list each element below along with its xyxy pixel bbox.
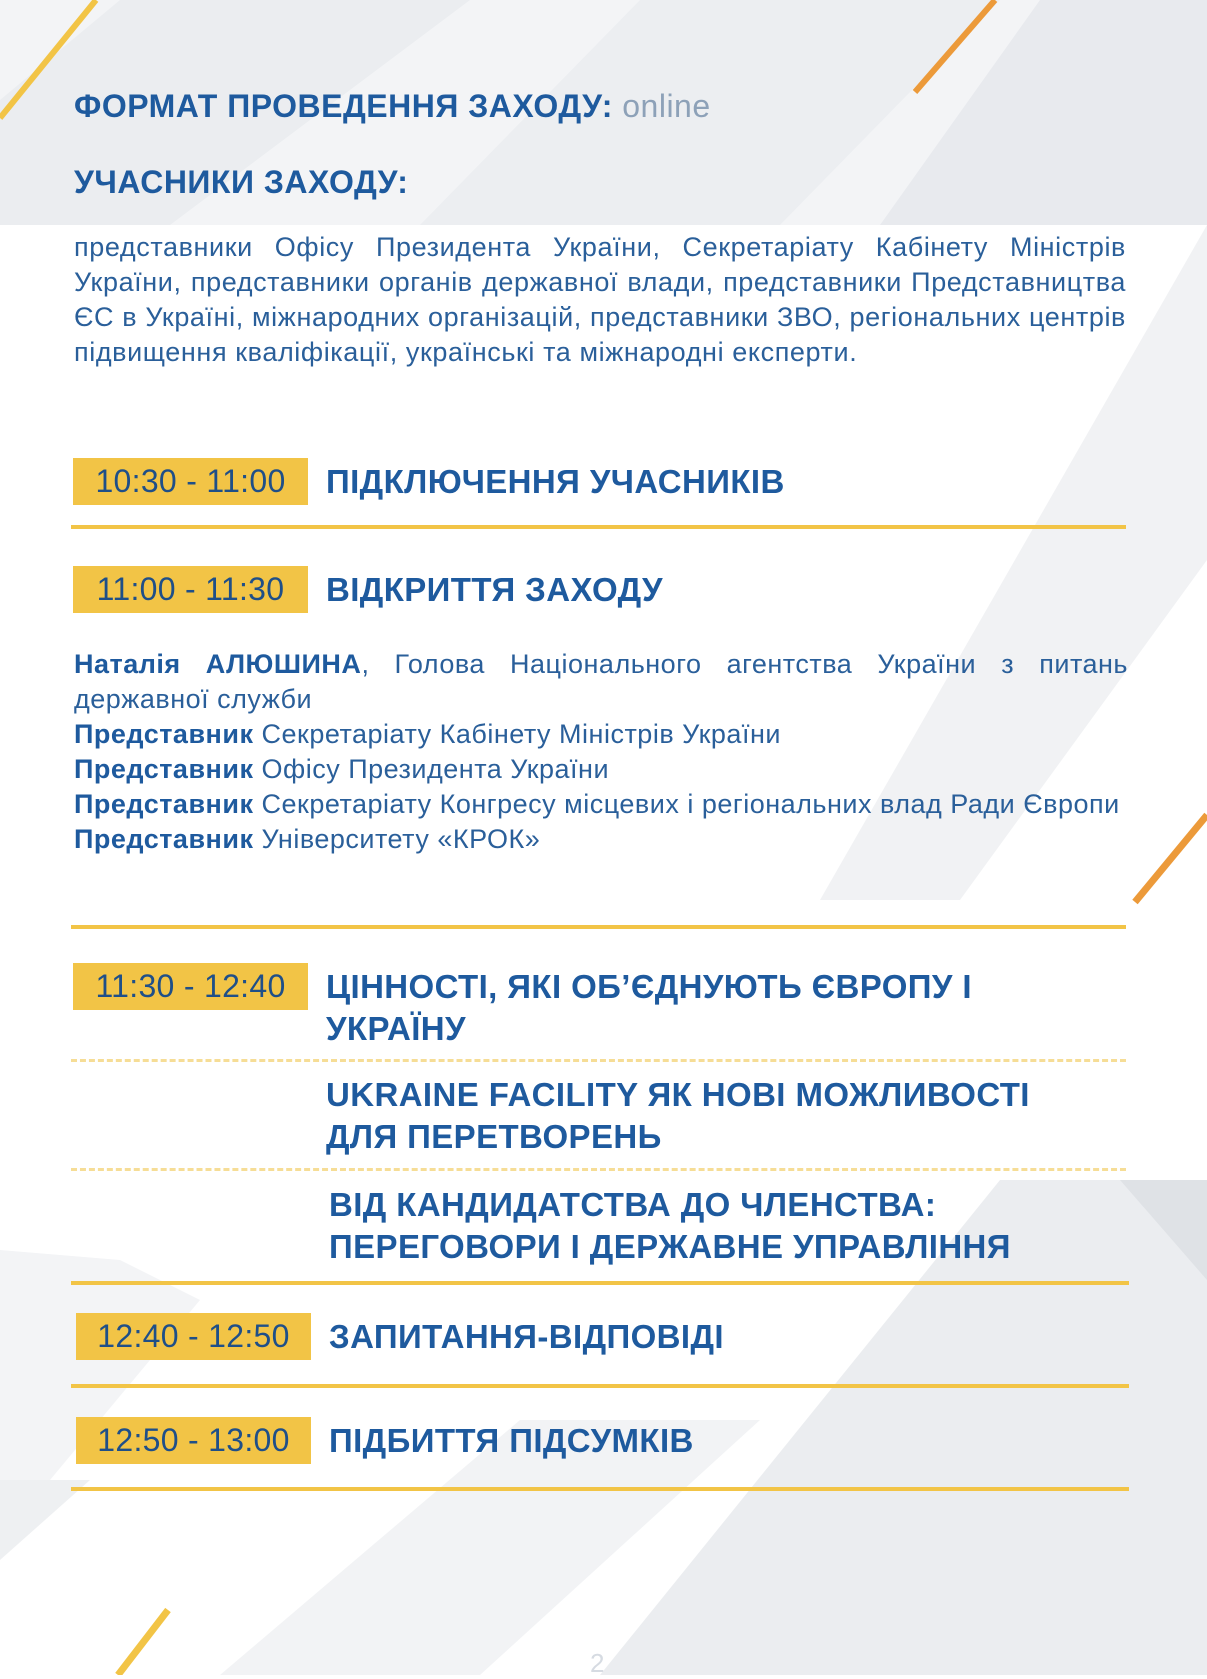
- speaker-item: [74, 787, 1128, 822]
- speaker-role: Секретаріату Конгресу місцевих і регіональних влад Ради Європи: [253, 789, 1120, 819]
- session-time: 10:30 - 11:00: [73, 458, 308, 505]
- session-time: 11:30 - 12:40: [73, 963, 308, 1010]
- divider: [71, 1281, 1129, 1285]
- speaker-role: Секретаріату Кабінету Міністрів України: [253, 719, 781, 749]
- dashed-divider: [71, 1059, 1126, 1062]
- speaker-item: [74, 752, 1128, 787]
- session-time: 11:00 - 11:30: [73, 566, 308, 613]
- speaker-item: [74, 822, 1128, 857]
- format-heading: [74, 88, 711, 125]
- speaker-role: Університету «КРОК»: [253, 824, 541, 854]
- session-time: 12:50 - 13:00: [76, 1417, 311, 1464]
- session-title: ЗАПИТАННЯ-ВІДПОВІДІ: [329, 1318, 724, 1355]
- speaker-name: Представник: [74, 754, 254, 784]
- session-title: ВІД КАНДИДАТСТВА ДО ЧЛЕНСТВА: ПЕРЕГОВОРИ І ДЕРЖАВНЕ УПРАВЛІННЯ: [329, 1186, 1011, 1265]
- speaker-item: [74, 647, 1128, 717]
- dashed-divider: [71, 1168, 1126, 1171]
- speaker-name: Представник: [74, 719, 254, 749]
- session-title: ПІДБИТТЯ ПІДСУМКІВ: [329, 1422, 694, 1459]
- speaker-role: , Голова Національного агентства України з питань державної служби: [74, 649, 1128, 714]
- session-title: ВІДКРИТТЯ ЗАХОДУ: [326, 571, 663, 608]
- participants-text: представники Офісу Президента України, Секретаріату Кабінету Міністрів України, представники органів державної влади, представники Представництва ЄС в Україні, міжнародних організацій, представники ЗВО, регіональних центрів підвищення кваліфікації, українські та міжнародні експерти.: [74, 232, 1126, 367]
- speaker-name: Представник: [74, 824, 254, 854]
- divider: [71, 1384, 1129, 1388]
- divider: [71, 925, 1126, 929]
- format-value: online: [622, 88, 711, 124]
- page-number: 2: [590, 1648, 605, 1678]
- session-title: ПІДКЛЮЧЕННЯ УЧАСНИКІВ: [326, 463, 785, 500]
- divider: [71, 525, 1126, 529]
- divider: [71, 1487, 1129, 1491]
- speaker-name: Наталія АЛЮШИНА: [74, 649, 362, 679]
- participants-heading: УЧАСНИКИ ЗАХОДУ:: [74, 164, 409, 200]
- speaker-role: Офісу Президента України: [253, 754, 610, 784]
- speakers-list: [74, 647, 1128, 857]
- session-title: UKRAINE FACILITY ЯК НОВІ МОЖЛИВОСТІ ДЛЯ ПЕРЕТВОРЕНЬ: [326, 1076, 1030, 1155]
- session-time: 12:40 - 12:50: [76, 1313, 311, 1360]
- format-label: ФОРМАТ ПРОВЕДЕННЯ ЗАХОДУ:: [74, 88, 613, 124]
- session-title: ЦІННОСТІ, ЯКІ ОБ’ЄДНУЮТЬ ЄВРОПУ І УКРАЇНУ: [326, 968, 972, 1047]
- speaker-item: [74, 717, 1128, 752]
- speaker-name: Представник: [74, 789, 254, 819]
